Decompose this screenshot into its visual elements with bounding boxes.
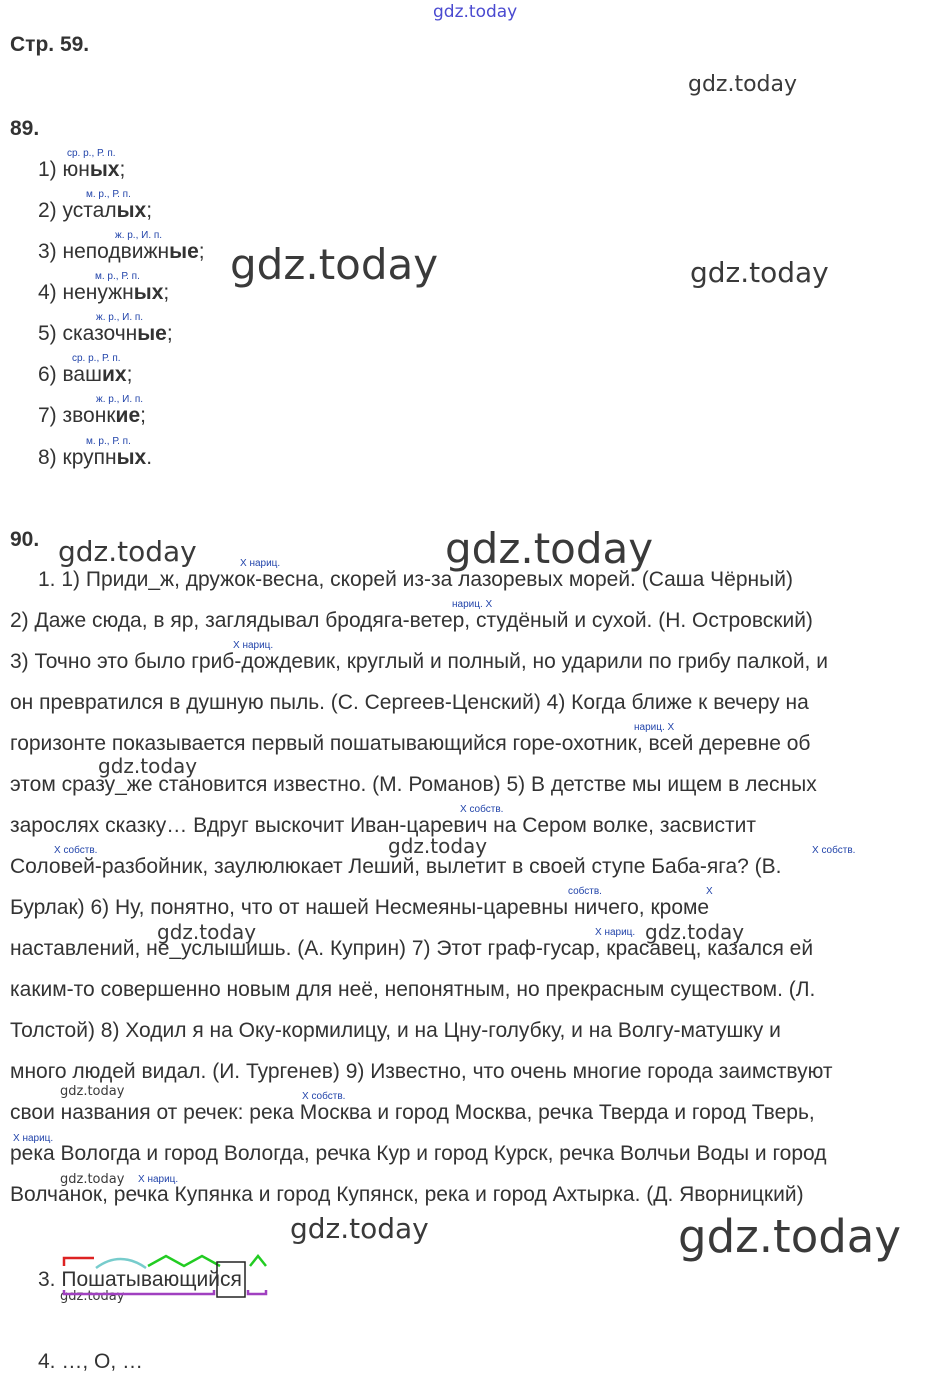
list-item: 6) ваших; [38,363,133,386]
list-item: 5) сказочные; [38,322,173,345]
text-line: горизонте показывается первый пошатывающийся горе-охотник, всей деревне об [10,732,811,755]
list-item: 2) усталых; [38,199,153,222]
grammar-tag: ср. р., Р. п. [72,353,121,364]
text-line: Волчанок, речка Купянка и город Купянск, река и город Ахтырка. (Д. Яворницкий) [10,1183,804,1206]
suffix-mark [250,1256,266,1266]
text-line: река Вологда и город Вологда, речка Кур и город Курск, речка Волчьи Воды и город [10,1142,827,1165]
watermark: gdz.today [690,256,829,289]
text-line: каким-то совершенно новым для неё, непонятным, но прекрасным существом. (Л. [10,978,816,1001]
list-item: 8) крупных. [38,446,153,469]
list-item: 1) юных; [38,158,126,181]
grammar-tag: собств. [568,886,602,897]
grammar-tag: X собств. [54,845,98,856]
text-line: он превратился в душную пыль. (С. Сергеев-Ценский) 4) Когда ближе к вечеру на [10,691,809,714]
watermark: gdz.today [60,1289,125,1304]
grammar-tag: нариц. X [452,599,493,610]
watermark: gdz.today [60,1084,125,1099]
text-line: 1. 1) Приди_ж, дружок-весна, скорей из-за лазоревых морей. (Саша Чёрный) [38,568,793,591]
watermark: gdz.today [60,1172,125,1187]
watermark: gdz.today [157,920,257,944]
list-item: 4) ненужных; [38,281,170,304]
grammar-tag: X нариц. [13,1133,54,1144]
prefix-mark [64,1258,94,1266]
grammar-tag: X собств. [460,804,504,815]
grammar-tag: X [706,886,713,897]
exercise-number: 89. [10,117,40,140]
grammar-tag: X собств. [812,845,856,856]
watermark: gdz.today [58,535,197,568]
grammar-tag: X нариц. [240,558,281,569]
grammar-tag: X нариц. [233,640,274,651]
watermark: gdz.today [290,1212,429,1245]
text-line: зарослях сказку… Вдруг выскочит Иван-царевич на Сером волке, засвистит [10,814,757,837]
suffix-mark [148,1256,220,1266]
grammar-tag: X нариц. [138,1174,179,1185]
text-line: Толстой) 8) Ходил я на Оку-кормилицу, и на Цну-голубку, и на Волгу-матушку и [10,1019,781,1042]
grammar-tag: м. р., Р. п. [86,189,131,200]
grammar-tag: ср. р., Р. п. [67,148,116,159]
watermark: gdz.today [388,834,488,858]
grammar-tag: ж. р., И. п. [115,230,163,241]
grammar-tag: м. р., Р. п. [95,271,140,282]
watermark: gdz.today [98,754,198,778]
page-title: Стр. 59. [10,33,90,56]
grammar-tag: нариц. X [634,722,675,733]
text-line: наставлений, не_услышишь. (А. Куприн) 7) Этот граф-гусар, красавец, казался ей [10,937,814,960]
watermark: gdz.today [445,524,654,573]
text-line: 3) Точно это было гриб-дождевик, круглый и полный, но ударили по грибу палкой, и [10,650,828,673]
watermark: gdz.today [678,1210,902,1263]
grammar-tag: ж. р., И. п. [96,312,144,323]
part-3: 3. Пошатывающийся [38,1268,242,1291]
grammar-tag: X собств. [302,1091,346,1102]
text-line: Бурлак) 6) Ну, понятно, что от нашей Несмеяны-царевны ничего, кроме [10,896,710,919]
grammar-tag: ж. р., И. п. [96,394,144,405]
text-line: 2) Даже сюда, в яр, заглядывал бродяга-ветер, студёный и сухой. (Н. Островский) [10,609,813,632]
stem-bracket [248,1290,266,1294]
list-item: 3) неподвижные; [38,240,205,263]
grammar-tag: м. р., Р. п. [86,436,131,447]
grammar-tag: X нариц. [595,927,636,938]
list-item: 7) звонкие; [38,404,146,427]
text-line: много людей видал. (И. Тургенев) 9) Известно, что очень многие города заимствуют [10,1060,833,1083]
part-4: 4. …, О, … [38,1350,144,1373]
root-arc [96,1259,146,1268]
text-line: этом сразу_же становится известно. (М. Романов) 5) В детстве мы ищем в лесных [10,773,817,796]
text-line: свои названия от речек: река Москва и город Москва, речка Тверда и город Тверь, [10,1101,815,1124]
exercise-number: 90. [10,528,40,551]
text-line: Соловей-разбойник, заулюлюкает Леший, вылетит в своей ступе Баба-яга? (В. [10,855,782,878]
watermark: gdz.today [433,2,518,22]
watermark: gdz.today [230,240,439,289]
watermark: gdz.today [645,920,745,944]
watermark: gdz.today [688,72,798,97]
